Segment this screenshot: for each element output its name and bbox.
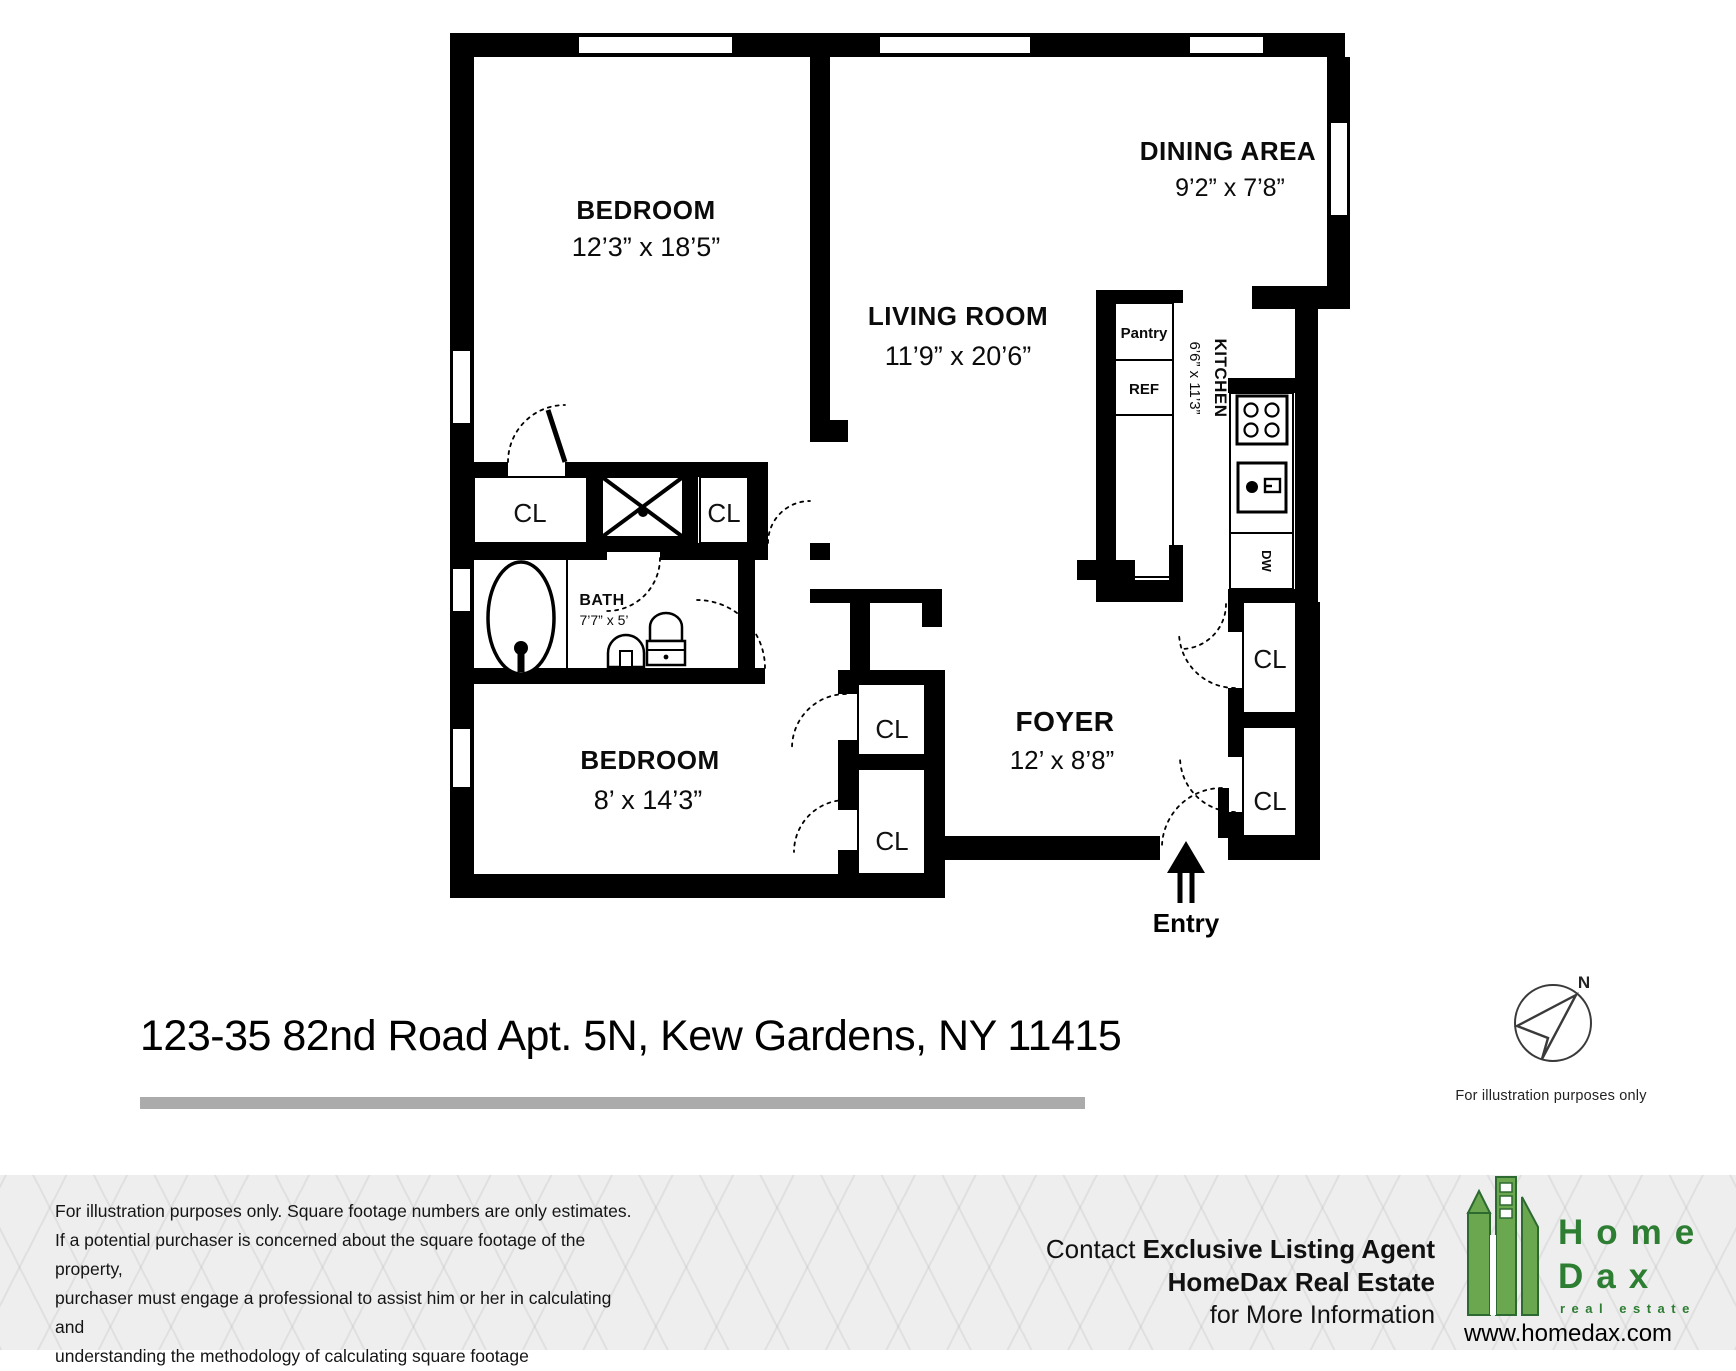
closet-label: CL — [1253, 644, 1287, 674]
entry-marker — [1153, 841, 1220, 938]
contact-line-2: HomeDax Real Estate — [1167, 1267, 1435, 1297]
room-dims-bedroom1: 12’3” x 18’5” — [571, 232, 721, 262]
homedax-logo-buildings-icon — [1448, 1175, 1558, 1325]
shaft-vent — [602, 477, 683, 537]
logo-spire — [1468, 1191, 1490, 1213]
closet-label: CL — [513, 498, 547, 528]
compass — [1455, 973, 1647, 1104]
closet-label: CL — [707, 498, 741, 528]
window-left-bath — [452, 568, 471, 612]
room-dims-foyer: 12’ x 8’8” — [1009, 745, 1115, 775]
contact-bold: Exclusive Listing Agent — [1142, 1234, 1435, 1264]
door-arc-hall-nook — [768, 501, 810, 543]
logo-word-dax: Dax — [1558, 1257, 1662, 1296]
pantry-label: Pantry — [1120, 325, 1168, 342]
room-label-bath: BATH — [579, 592, 625, 609]
footer-band — [0, 1175, 1736, 1366]
compass-north-label: N — [1577, 973, 1591, 992]
bath-sink-icon — [647, 613, 685, 665]
room-dims-living: 11’9” x 20’6” — [884, 341, 1032, 371]
compass-circle — [1515, 985, 1591, 1061]
counter-box — [1115, 415, 1173, 577]
room-dims-kitchen: 6’6” x 11’3” — [1186, 341, 1203, 415]
refrigerator-label: REF — [1129, 381, 1159, 398]
room-dims-dining: 9’2” x 7’8” — [1175, 174, 1285, 202]
closet-label: CL — [1253, 786, 1287, 816]
closet-label: CL — [875, 714, 909, 744]
door-arc-kitchen — [1181, 604, 1226, 649]
entry-arrow-icon — [1167, 841, 1205, 873]
entry-label: Entry — [1152, 908, 1220, 938]
toilet-icon — [608, 635, 644, 667]
contact-regular: Contact — [1045, 1234, 1143, 1264]
window-top-living — [879, 36, 1031, 54]
logo-word-home: Home — [1558, 1213, 1708, 1252]
room-label-living: LIVING ROOM — [867, 301, 1049, 331]
disclaimer-text — [55, 1197, 635, 1371]
page-title-address: 123-35 82nd Road Apt. 5N, Kew Gardens, NY 11415 — [140, 1012, 1122, 1060]
window-top-bedroom1 — [578, 36, 733, 54]
dishwasher-label: DW — [1259, 550, 1274, 572]
compass-caption: For illustration purposes only — [1455, 1088, 1647, 1104]
disclaimer-line: understanding the methodology of calculating square footage — [55, 1346, 529, 1366]
window-right-dining — [1330, 122, 1348, 216]
homedax-logo — [1448, 1175, 1728, 1350]
door-arc-entry — [1162, 788, 1222, 845]
bathtub-icon — [488, 562, 554, 674]
window-top-dining — [1189, 36, 1264, 54]
room-dims-bedroom2: 8’ x 14’3” — [593, 785, 703, 815]
room-label-foyer: FOYER — [1015, 706, 1115, 737]
entry-door-leaf — [1218, 788, 1229, 838]
window-left-bedroom1 — [452, 350, 471, 424]
kitchen-sink-icon — [1238, 463, 1286, 512]
stove-icon — [1237, 396, 1287, 444]
closet-label: CL — [875, 826, 909, 856]
room-label-bedroom1: BEDROOM — [576, 195, 716, 225]
window-left-bedroom2 — [452, 728, 471, 788]
title-underline — [140, 1097, 1085, 1109]
room-dims-bath: 7’7” x 5’ — [579, 612, 629, 628]
disclaimer-line: If a potential purchaser is concerned about the square footage of the property, — [55, 1230, 586, 1279]
contact-block — [1046, 1233, 1435, 1332]
closet-box — [1243, 727, 1296, 836]
room-label-kitchen: KITCHEN — [1211, 338, 1230, 418]
logo-website: www.homedax.com — [1463, 1320, 1673, 1347]
disclaimer-line: purchaser must engage a professional to assist him or her in calculating and — [55, 1288, 612, 1337]
contact-line-1 — [1046, 1233, 1435, 1266]
closet-box — [858, 769, 925, 874]
logo-tagline: real estate — [1560, 1301, 1696, 1316]
room-label-dining: DINING AREA — [1139, 136, 1317, 166]
room-label-bedroom2: BEDROOM — [580, 745, 720, 775]
disclaimer-line: For illustration purposes only. Square footage numbers are only estimates. — [55, 1201, 632, 1221]
door-arc-bedroom2-closet-a — [792, 694, 846, 748]
door-leaf — [548, 410, 565, 462]
contact-line-3: for More Information — [1209, 1301, 1435, 1329]
